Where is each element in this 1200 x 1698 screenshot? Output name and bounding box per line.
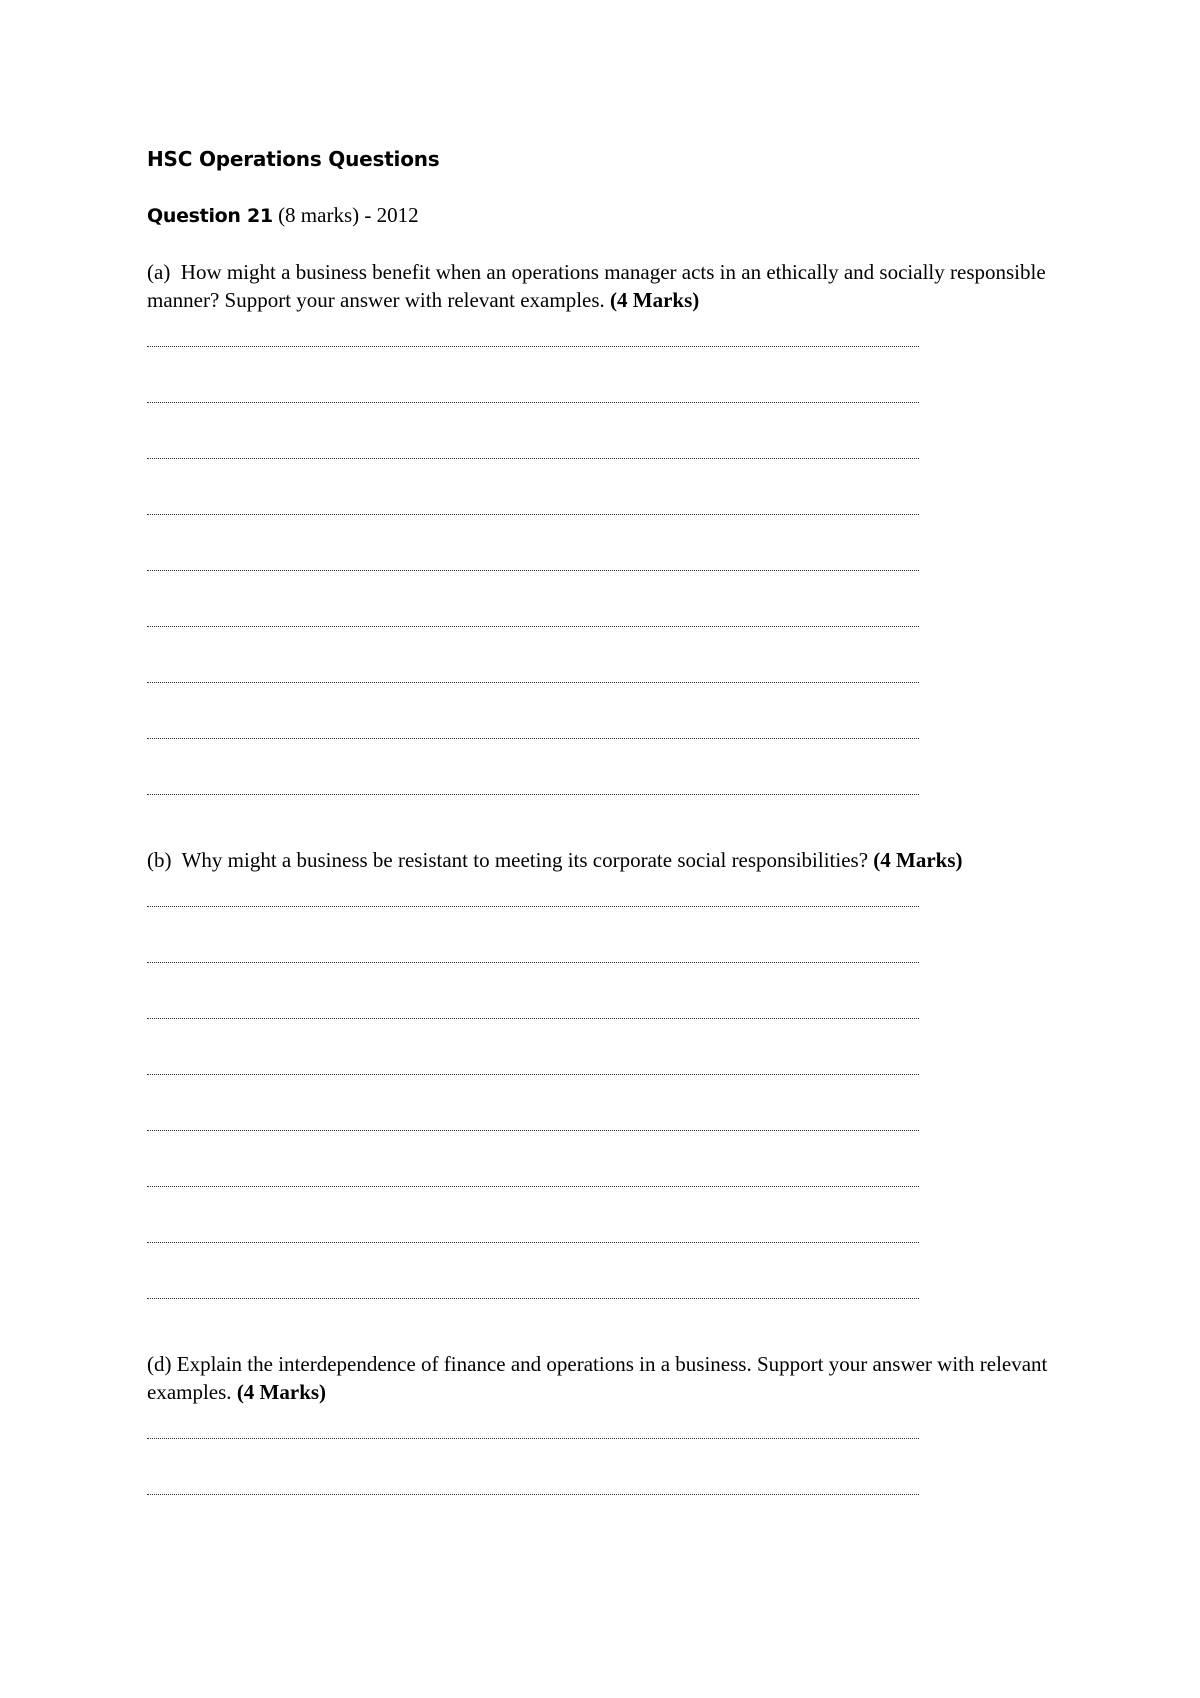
question-part-d-marks: (4 Marks) (236, 1380, 327, 1404)
answer-line[interactable] (147, 370, 1067, 426)
answer-line[interactable] (147, 986, 1067, 1042)
answer-line[interactable] (147, 482, 1067, 538)
answer-lines-d (147, 1434, 1067, 1518)
question-part-a-marks: (4 Marks) (610, 288, 700, 312)
question-number: Question 21 (147, 205, 273, 227)
answer-line[interactable] (147, 1154, 1067, 1210)
question-part-b-marks: (4 Marks) (873, 848, 963, 872)
answer-line[interactable] (147, 1098, 1067, 1154)
question-heading (147, 201, 1067, 230)
question-part-d (147, 1350, 1067, 1518)
answer-line[interactable] (147, 1434, 1067, 1462)
answer-line[interactable] (147, 762, 1067, 818)
question-part-b (147, 846, 1067, 1322)
answer-line[interactable] (147, 594, 1067, 650)
question-part-b-prompt: (b) Why might a business be resistant to meeting its corporate social responsibilities? (147, 848, 874, 872)
answer-line[interactable] (147, 930, 1067, 986)
answer-line[interactable] (147, 1266, 1067, 1322)
question-part-a-prompt: (a) How might a business benefit when an operations manager acts in an ethically and socially responsible manner? Support your answer with relevant examples. (147, 260, 1051, 312)
answer-lines-b (147, 902, 1067, 1322)
answer-line[interactable] (147, 1462, 1067, 1518)
answer-line[interactable] (147, 342, 1067, 370)
answer-line[interactable] (147, 1210, 1067, 1266)
question-part-a (147, 258, 1067, 818)
answer-line[interactable] (147, 902, 1067, 930)
question-part-b-text (147, 846, 1067, 874)
question-details: (8 marks) - 2012 (272, 203, 419, 227)
question-part-d-text (147, 1350, 1067, 1406)
document-title: HSC Operations Questions (147, 147, 440, 171)
answer-lines-a (147, 342, 1067, 818)
answer-line[interactable] (147, 426, 1067, 482)
answer-line[interactable] (147, 650, 1067, 706)
answer-line[interactable] (147, 706, 1067, 762)
answer-line[interactable] (147, 538, 1067, 594)
document-content (147, 145, 1067, 1518)
question-part-d-prompt: (d) Explain the interdependence of finance and operations in a business. Support your answer with relevant examples. (147, 1352, 1053, 1404)
answer-line[interactable] (147, 1042, 1067, 1098)
question-part-a-text (147, 258, 1067, 314)
